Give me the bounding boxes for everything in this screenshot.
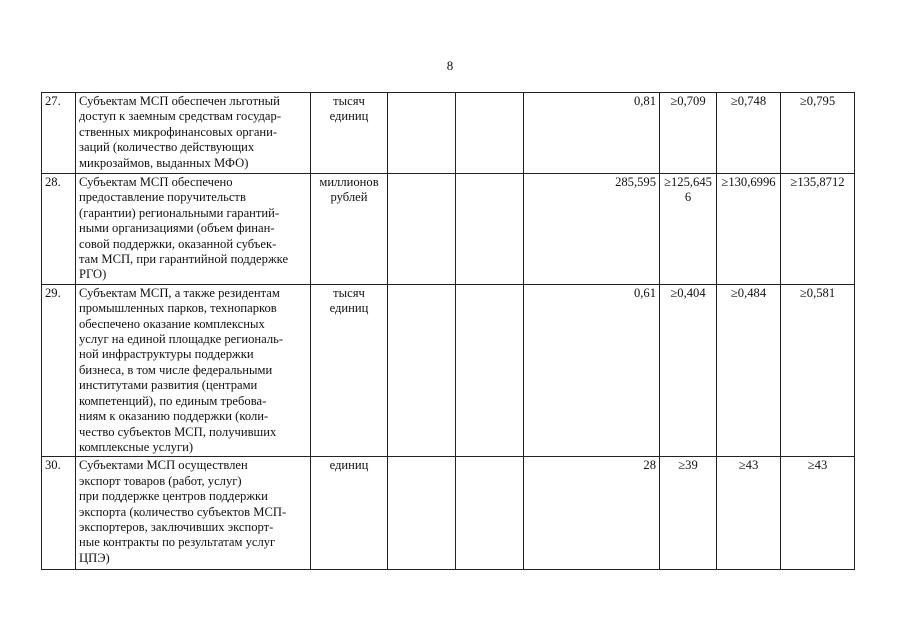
empty-cell bbox=[456, 457, 524, 570]
text-line: экспорта (количество субъектов МСП- bbox=[79, 504, 287, 519]
text-line: комплексные услуги) bbox=[79, 439, 194, 454]
empty-cell bbox=[456, 93, 524, 174]
indicator-description bbox=[76, 284, 311, 456]
empty-cell bbox=[456, 284, 524, 456]
text-line: промышленных парков, технопарков bbox=[79, 301, 277, 316]
text-line: тысяч bbox=[333, 94, 365, 108]
indicator-description bbox=[76, 93, 311, 174]
text-line: ≥0,748 bbox=[730, 94, 767, 108]
target-value bbox=[781, 93, 855, 174]
text-line: экспорт товаров (работ, услуг) bbox=[79, 473, 242, 488]
text-line: миллионов bbox=[319, 175, 379, 189]
text-line: микрозаймов, выданных МФО) bbox=[79, 155, 249, 170]
target-value bbox=[717, 93, 781, 174]
text-line: РГО) bbox=[79, 267, 107, 282]
text-line: ≥0,709 bbox=[670, 94, 706, 108]
text-line: доступ к заемным средствам государ- bbox=[79, 109, 282, 124]
text-line: обеспечено оказание комплексных bbox=[79, 316, 265, 331]
text-line: институтами развития (центрами bbox=[79, 378, 258, 393]
target-value bbox=[717, 457, 781, 570]
empty-cell bbox=[456, 174, 524, 285]
text-line: ≥135,8712 bbox=[790, 175, 845, 189]
indicators-table bbox=[41, 92, 855, 570]
row-number: 27. bbox=[42, 93, 76, 174]
unit-of-measure bbox=[311, 457, 388, 570]
text-line: ≥43 bbox=[807, 458, 828, 473]
text-line: ≥43 bbox=[738, 458, 759, 473]
empty-cell bbox=[388, 457, 456, 570]
target-value bbox=[660, 174, 717, 285]
text-line: единиц bbox=[329, 109, 369, 124]
target-value bbox=[660, 284, 717, 456]
text-line: предоставление поручительств bbox=[79, 190, 246, 205]
text-line: ными организациями (объем финан- bbox=[79, 221, 275, 236]
text-line: Субъектам МСП обеспечено bbox=[79, 175, 233, 189]
target-value bbox=[660, 457, 717, 570]
text-line: при поддержке центров поддержки bbox=[79, 489, 268, 504]
text-line: (гарантии) региональными гарантий- bbox=[79, 205, 280, 220]
target-value bbox=[781, 457, 855, 570]
table-body bbox=[42, 93, 855, 570]
text-line: ≥130,6996 bbox=[721, 175, 776, 189]
text-line: там МСП, при гарантийной поддержке bbox=[79, 252, 289, 267]
text-line: ≥0,404 bbox=[670, 285, 706, 300]
text-line: 6 bbox=[684, 190, 692, 205]
base-value: 28 bbox=[524, 457, 660, 570]
target-value bbox=[660, 93, 717, 174]
target-value bbox=[781, 284, 855, 456]
row-number: 30. bbox=[42, 457, 76, 570]
text-line: ≥0,581 bbox=[799, 285, 836, 300]
text-line: заций (количество действующих bbox=[79, 140, 255, 155]
base-value: 0,61 bbox=[524, 284, 660, 456]
empty-cell bbox=[388, 174, 456, 285]
text-line: Субъектами МСП осуществлен bbox=[79, 458, 248, 473]
empty-cell bbox=[388, 93, 456, 174]
text-line: ЦПЭ) bbox=[79, 550, 110, 565]
text-line: ≥125,645 bbox=[664, 175, 712, 189]
text-line: тысяч bbox=[333, 285, 365, 300]
text-line: совой поддержки, оказанной субъек- bbox=[79, 236, 277, 251]
target-value bbox=[717, 284, 781, 456]
text-line: ≥0,484 bbox=[730, 285, 767, 300]
unit-of-measure bbox=[311, 284, 388, 456]
target-value bbox=[717, 174, 781, 285]
table-row bbox=[42, 174, 855, 285]
table-row bbox=[42, 457, 855, 570]
row-number: 28. bbox=[42, 174, 76, 285]
text-line: ≥39 bbox=[678, 458, 698, 473]
base-value: 0,81 bbox=[524, 93, 660, 174]
unit-of-measure bbox=[311, 174, 388, 285]
text-line: ≥0,795 bbox=[799, 94, 836, 108]
text-line: чество субъектов МСП, получивших bbox=[79, 424, 277, 439]
empty-cell bbox=[388, 284, 456, 456]
text-line: ные контракты по результатам услуг bbox=[79, 535, 276, 550]
text-line: ной инфраструктуры поддержки bbox=[79, 347, 254, 362]
table-row bbox=[42, 284, 855, 456]
page-number: 8 bbox=[446, 58, 454, 73]
text-line: единиц bbox=[329, 458, 369, 473]
table-row bbox=[42, 93, 855, 174]
text-line: Субъектам МСП обеспечен льготный bbox=[79, 94, 280, 108]
text-line: компетенций), по единым требова- bbox=[79, 393, 267, 408]
text-line: рублей bbox=[330, 190, 368, 205]
text-line: ственных микрофинансовых органи- bbox=[79, 124, 278, 139]
base-value: 285,595 bbox=[524, 174, 660, 285]
text-line: Субъектам МСП, а также резидентам bbox=[79, 285, 280, 300]
text-line: бизнеса, в том числе федеральными bbox=[79, 362, 273, 377]
text-line: ниям к оказанию поддержки (коли- bbox=[79, 409, 269, 424]
unit-of-measure bbox=[311, 93, 388, 174]
indicator-description bbox=[76, 174, 311, 285]
indicator-description bbox=[76, 457, 311, 570]
row-number: 29. bbox=[42, 284, 76, 456]
text-line: единиц bbox=[329, 301, 369, 316]
target-value bbox=[781, 174, 855, 285]
text-line: услуг на единой площадке региональ- bbox=[79, 332, 284, 347]
text-line: экспортеров, заключивших экспорт- bbox=[79, 519, 274, 534]
